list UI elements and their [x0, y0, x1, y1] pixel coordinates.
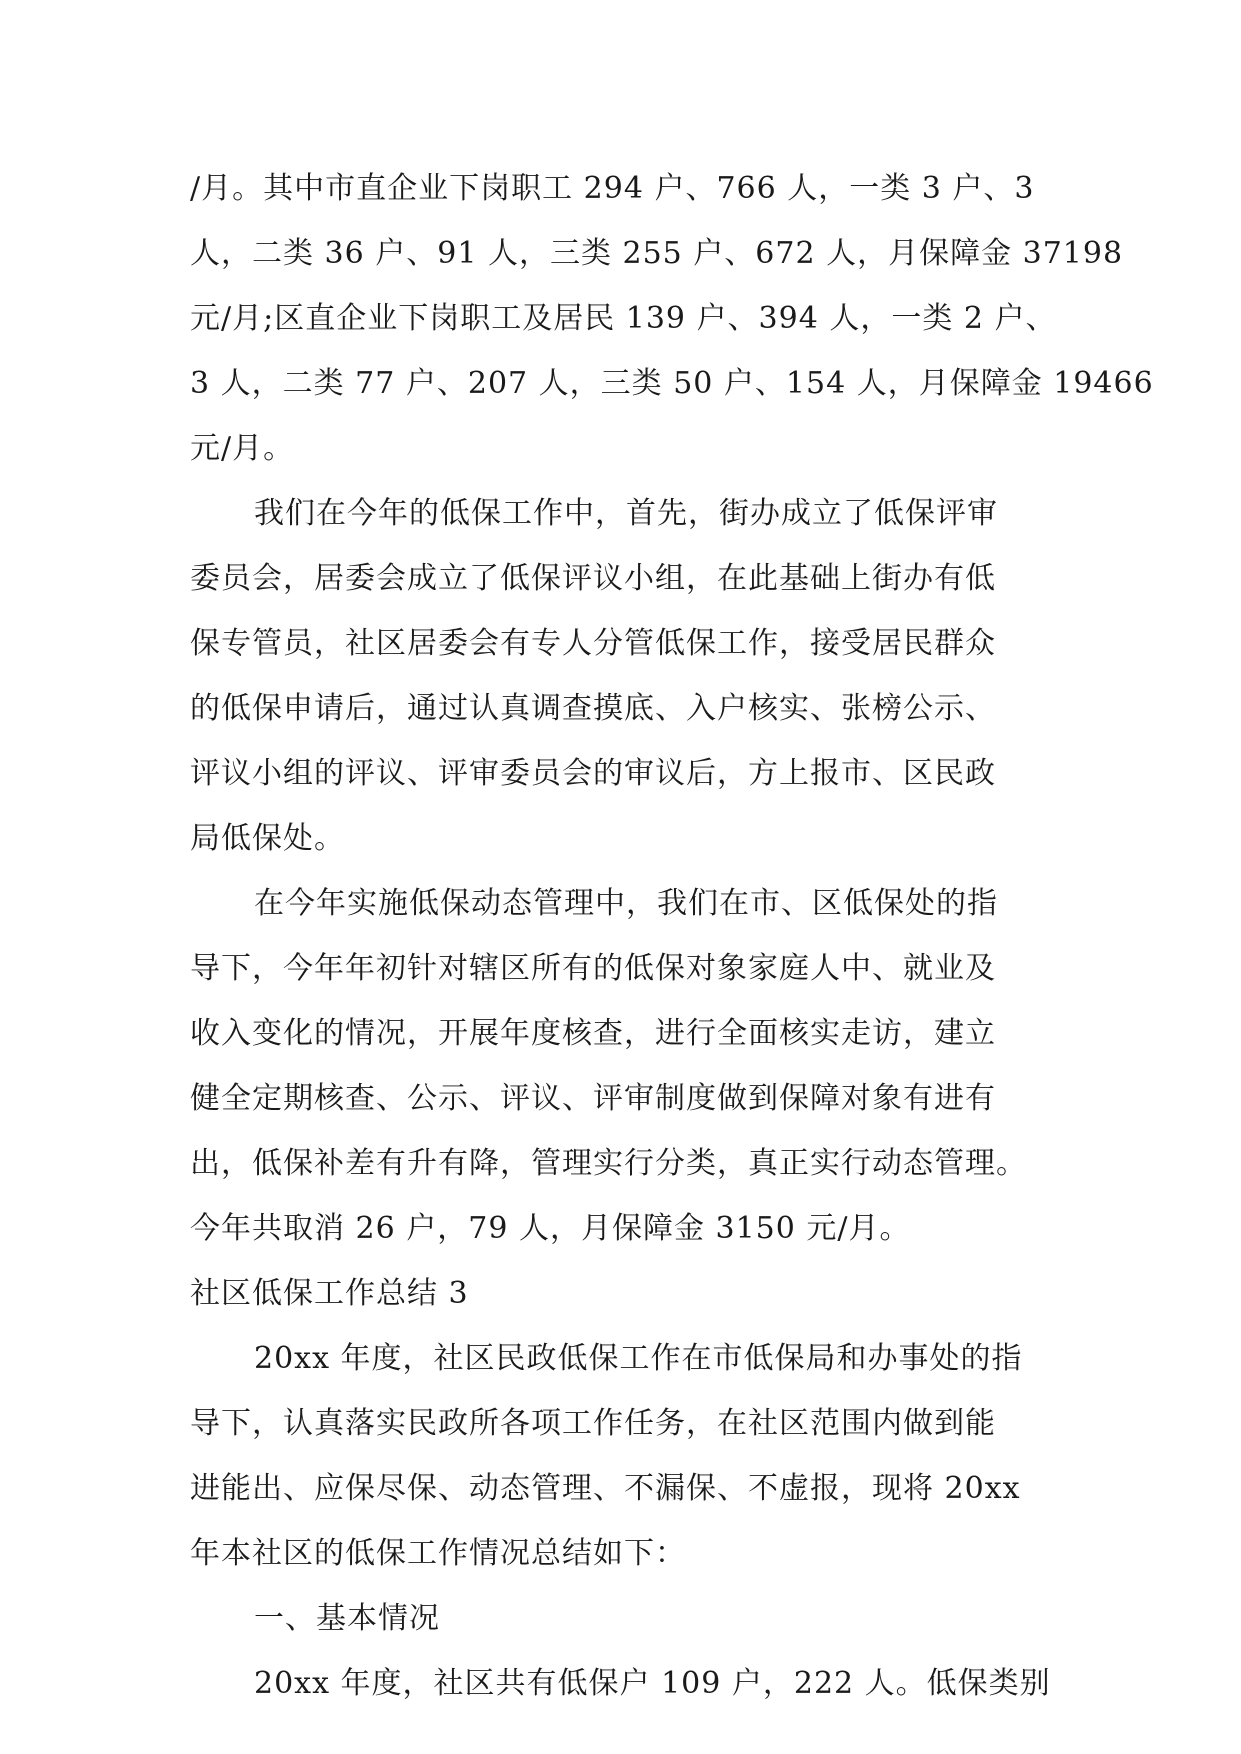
text-line: 今年共取消 26 户，79 人，月保障金 3150 元/月。	[190, 1211, 911, 1246]
text-line: 出，低保补差有升有降，管理实行分类，真正实行动态管理。	[190, 1146, 1027, 1181]
text-line: 健全定期核查、公示、评议、评审制度做到保障对象有进有	[190, 1081, 996, 1116]
heading-text: 社区低保工作总结 3	[190, 1276, 469, 1311]
text-line: 20xx 年度，社区共有低保户 109 户，222 人。低保类别	[254, 1666, 1051, 1701]
text-line: 20xx 年度，社区民政低保工作在市低保局和办事处的指	[254, 1341, 1023, 1376]
text-line: 导下，今年年初针对辖区所有的低保对象家庭人中、就业及	[190, 951, 996, 986]
document-body	[190, 156, 1154, 1716]
text-line: 人，二类 36 户、91 人，三类 255 户、672 人，月保障金 37198	[190, 236, 1124, 271]
text-line: 保专管员，社区居委会有专人分管低保工作，接受居民群众	[190, 626, 996, 661]
text-line: 导下，认真落实民政所各项工作任务，在社区范围内做到能	[190, 1406, 996, 1441]
paragraph	[190, 1326, 1060, 1586]
text-line: 我们在今年的低保工作中，首先，街办成立了低保评审	[254, 496, 998, 531]
text-line: 委员会，居委会成立了低保评议小组，在此基础上街办有低	[190, 561, 996, 596]
text-line: 3 人，二类 77 户、207 人，三类 50 户、154 人，月保障金 19466	[190, 366, 1154, 401]
paragraph	[190, 156, 1154, 481]
text-line: 进能出、应保尽保、动态管理、不漏保、不虚报，现将 20xx	[190, 1471, 1021, 1506]
section-heading	[190, 1261, 1060, 1326]
text-line: /月。其中市直企业下岗职工 294 户、766 人，一类 3 户、3	[190, 171, 1035, 206]
text-line: 评议小组的评议、评审委员会的审议后，方上报市、区民政	[190, 756, 996, 791]
text-line: 元/月。	[190, 431, 295, 466]
text-line: 元/月;区直企业下岗职工及居民 139 户、394 人，一类 2 户、	[190, 301, 1057, 336]
heading-text: 一、基本情况	[254, 1601, 440, 1636]
text-line: 局低保处。	[190, 821, 345, 856]
text-line: 在今年实施低保动态管理中，我们在市、区低保处的指	[254, 886, 998, 921]
paragraph	[190, 1651, 1060, 1716]
text-line: 收入变化的情况，开展年度核查，进行全面核实走访，建立	[190, 1016, 996, 1051]
paragraph	[190, 481, 1060, 871]
text-line: 的低保申请后，通过认真调查摸底、入户核实、张榜公示、	[190, 691, 996, 726]
subsection-heading	[190, 1586, 1060, 1651]
paragraph	[190, 871, 1060, 1261]
text-line: 年本社区的低保工作情况总结如下：	[190, 1536, 686, 1571]
